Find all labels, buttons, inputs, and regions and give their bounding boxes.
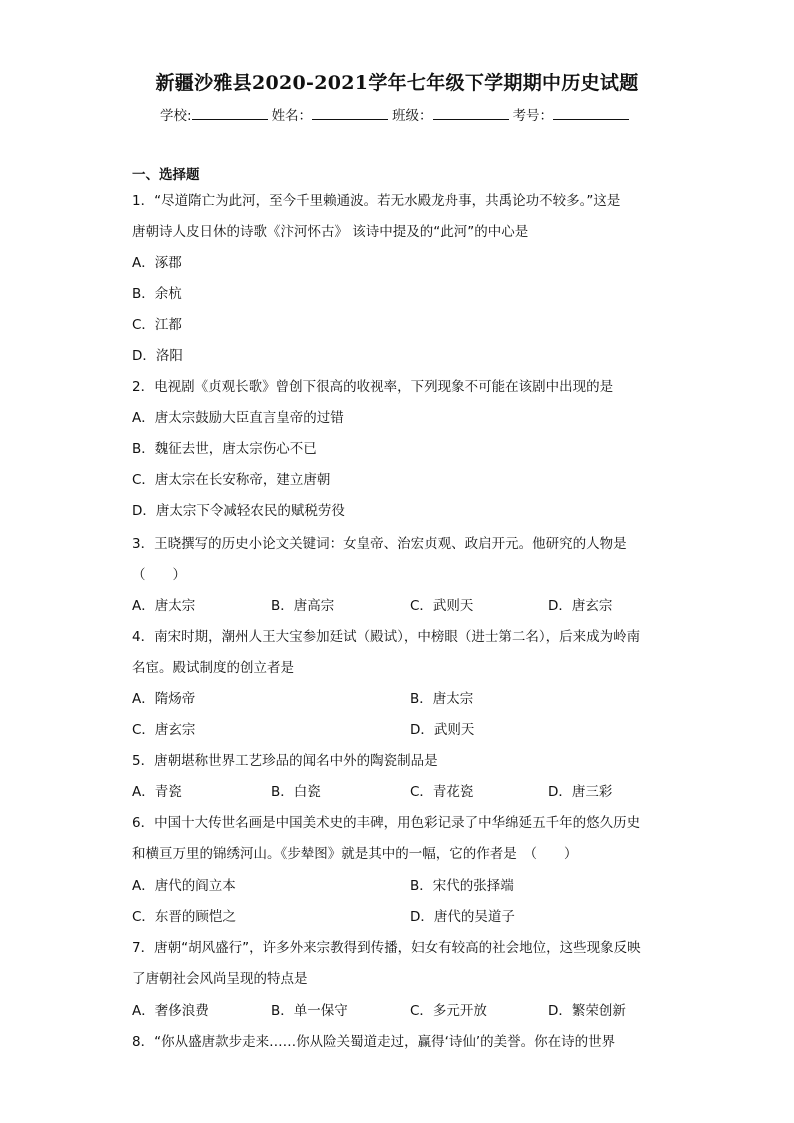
question-6-option-c: C．东晋的顾恺之 xyxy=(132,909,236,925)
question-8-line-1: 8．“你从盛唐款步走来……你从险关蜀道走过，赢得‘诗仙’的美誉。你在诗的世界 xyxy=(132,1034,616,1050)
question-3-line-2: （ ） xyxy=(132,567,186,583)
question-4-option-c: C．唐玄宗 xyxy=(132,722,196,738)
question-6-option-b: B．宋代的张择端 xyxy=(410,878,514,894)
question-3-option-a: A．唐太宗 xyxy=(132,598,196,614)
question-3-option-d: D．唐玄宗 xyxy=(548,598,613,614)
school-label: 学校: xyxy=(160,108,192,124)
number-blank xyxy=(553,105,629,120)
section-heading: 一、选择题 xyxy=(132,167,200,183)
number-label: 考号： xyxy=(512,108,554,124)
question-1-line-2: 唐朝诗人皮日休的诗歌《汴河怀古》 该诗中提及的“此河”的中心是 xyxy=(132,224,529,240)
question-5-line-1: 5．唐朝堪称世界工艺珍品的闻名中外的陶瓷制品是 xyxy=(132,753,438,769)
question-4-option-b: B．唐太宗 xyxy=(410,691,474,707)
question-7-option-c: C．多元开放 xyxy=(410,1003,487,1019)
question-1-line-1: 1．“尽道隋亡为此河，至今千里赖通波。若无水殿龙舟事，共禹论功不较多。”这是 xyxy=(132,193,621,209)
question-7-option-b: B．单一保守 xyxy=(271,1003,348,1019)
question-1-option-c: C．江都 xyxy=(132,317,182,333)
question-2-option-d: D．唐太宗下令减轻农民的赋税劳役 xyxy=(132,503,345,519)
question-7-line-1: 7．唐朝“胡风盛行”，许多外来宗教得到传播，妇女有较高的社会地位，这些现象反映 xyxy=(132,940,641,956)
question-4-line-2: 名宦。殿试制度的创立者是 xyxy=(132,660,294,676)
question-1-option-b: B．余杭 xyxy=(132,286,182,302)
school-blank xyxy=(192,105,268,120)
question-5-option-d: D．唐三彩 xyxy=(548,784,613,800)
question-7-line-2: 了唐朝社会风尚呈现的特点是 xyxy=(132,971,308,987)
question-4-option-d: D．武则天 xyxy=(410,722,475,738)
question-5-option-c: C．青花瓷 xyxy=(410,784,474,800)
name-blank xyxy=(312,105,388,120)
name-label: 姓名： xyxy=(271,108,313,124)
question-6-line-2: 和横亘万里的锦绣河山。《步辇图》就是其中的一幅，它的作者是 （ ） xyxy=(132,846,578,862)
question-3-option-b: B．唐高宗 xyxy=(271,598,335,614)
question-1-option-d: D．洛阳 xyxy=(132,348,183,364)
question-2-option-b: B．魏征去世，唐太宗伤心不已 xyxy=(132,441,317,457)
question-3-line-1: 3．王晓撰写的历史小论文关键词：女皇帝、治宏贞观、政启开元。他研究的人物是 xyxy=(132,536,627,552)
question-1-option-a: A．涿郡 xyxy=(132,255,182,271)
question-2-option-a: A．唐太宗鼓励大臣直言皇帝的过错 xyxy=(132,410,344,426)
question-5-option-b: B．白瓷 xyxy=(271,784,321,800)
question-4-option-a: A．隋炀帝 xyxy=(132,691,196,707)
question-2-line-1: 2．电视剧《贞观长歌》曾创下很高的收视率，下列现象不可能在该剧中出现的是 xyxy=(132,379,614,395)
question-4-line-1: 4．南宋时期，潮州人王大宝参加廷试（殿试），中榜眼（进士第二名），后来成为岭南 xyxy=(132,629,641,645)
class-blank xyxy=(433,105,509,120)
question-5-option-a: A．青瓷 xyxy=(132,784,182,800)
question-6-option-d: D．唐代的吴道子 xyxy=(410,909,515,925)
student-info-line xyxy=(160,104,633,124)
question-7-option-a: A．奢侈浪费 xyxy=(132,1003,209,1019)
question-6-line-1: 6．中国十大传世名画是中国美术史的丰碑，用色彩记录了中华绵延五千年的悠久历史 xyxy=(132,815,641,831)
question-3-option-c: C．武则天 xyxy=(410,598,474,614)
question-7-option-d: D．繁荣创新 xyxy=(548,1003,626,1019)
question-2-option-c: C．唐太宗在长安称帝，建立唐朝 xyxy=(132,472,331,488)
question-6-option-a: A．唐代的阎立本 xyxy=(132,878,236,894)
class-label: 班级： xyxy=(392,108,433,124)
page-title: 新疆沙雅县2020-2021学年七年级下学期期中历史试题 xyxy=(155,72,639,94)
